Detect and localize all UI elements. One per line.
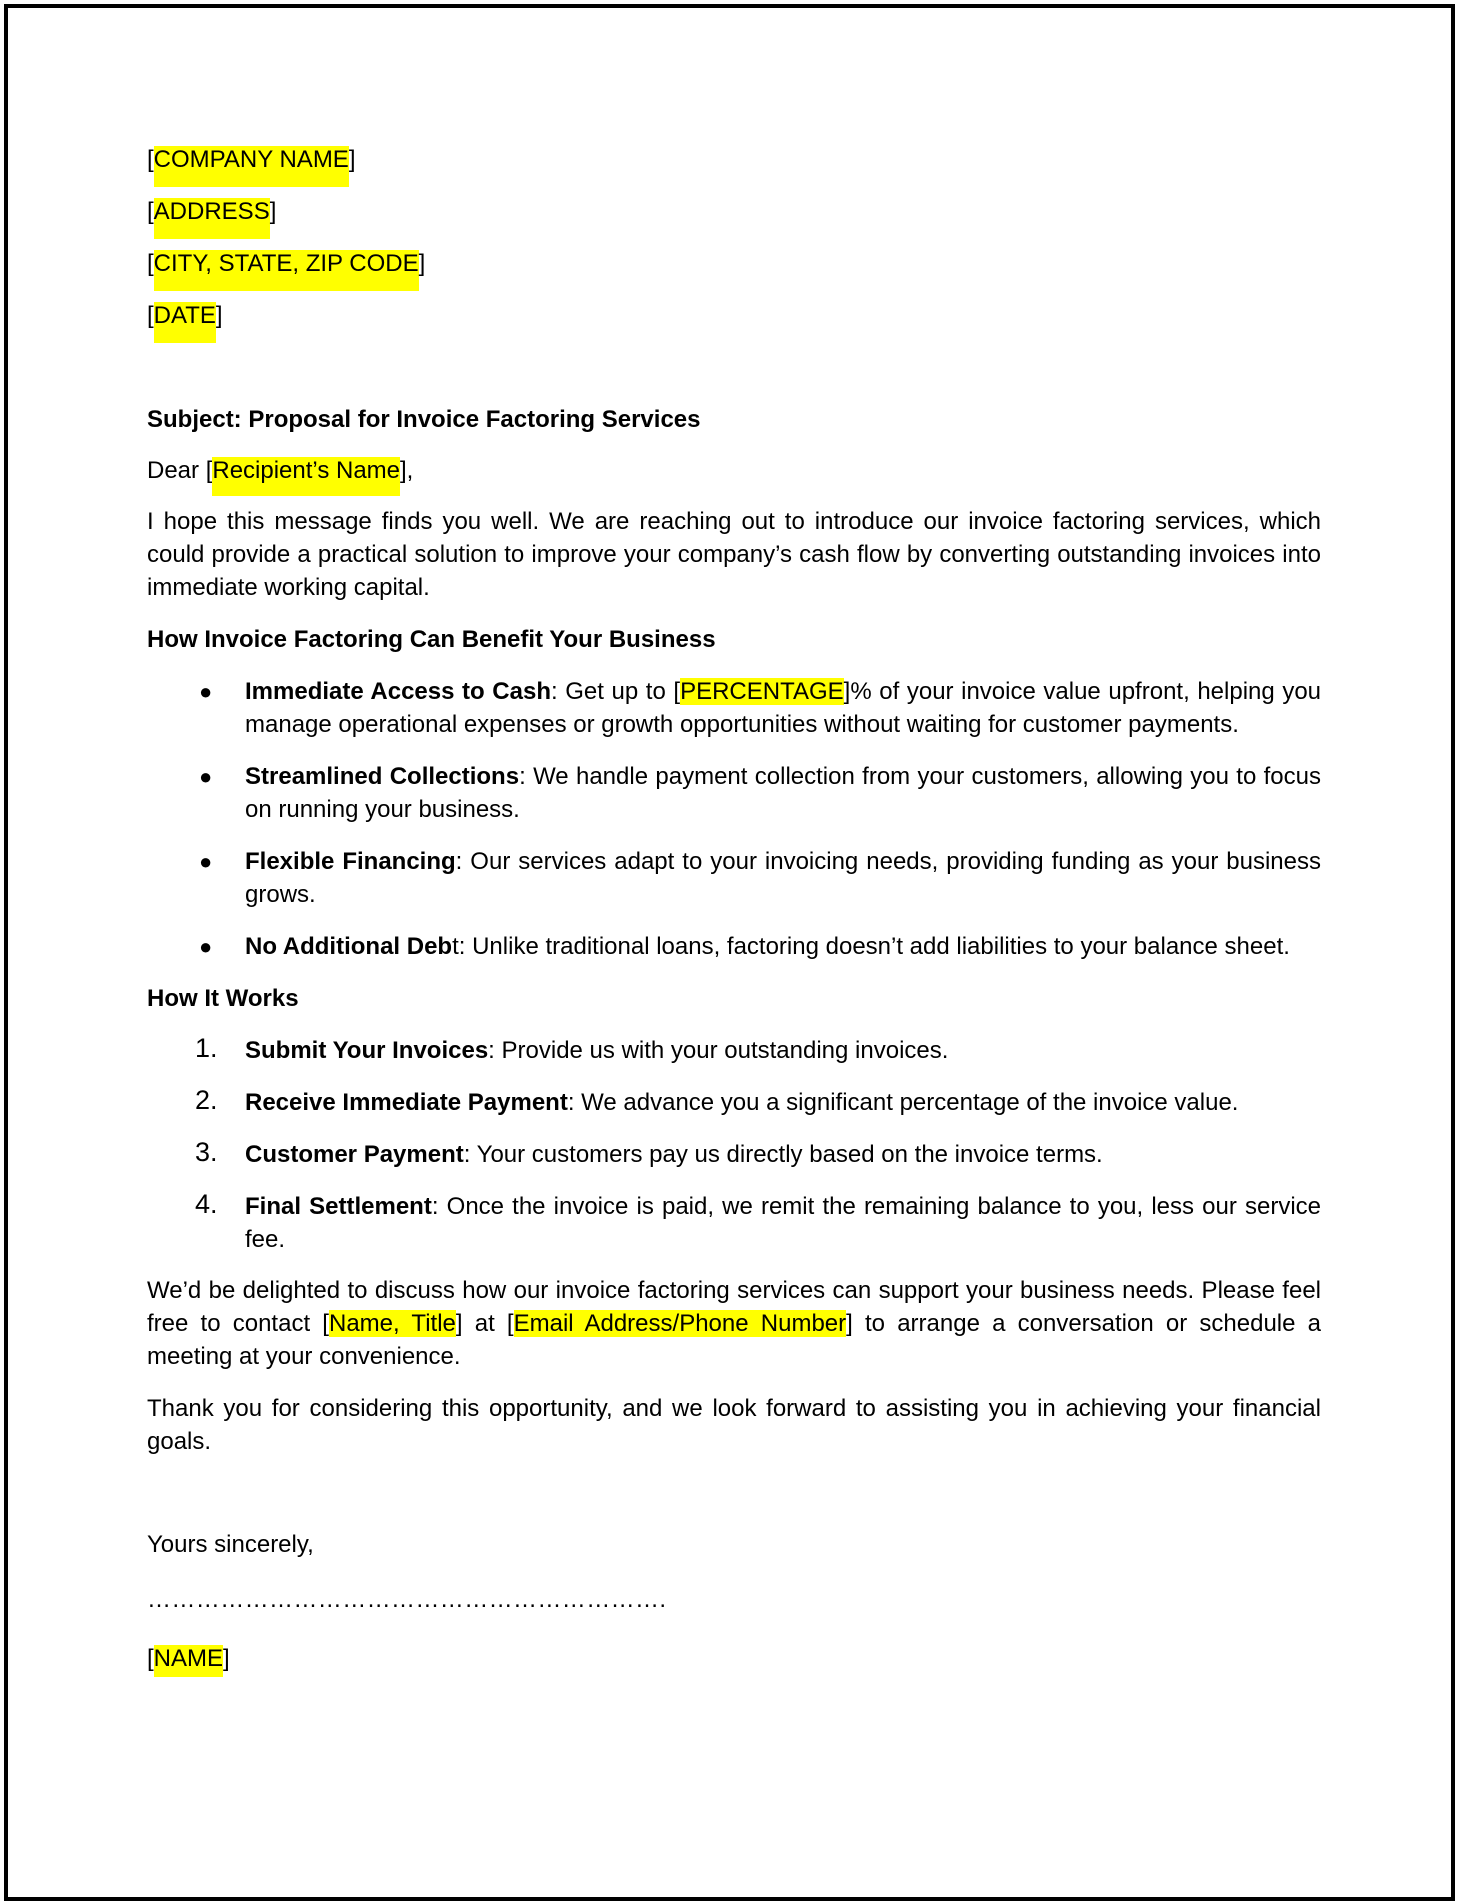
contact-paragraph bbox=[147, 1274, 1321, 1373]
step-title: Submit Your Invoices bbox=[245, 1037, 489, 1064]
subject-text: Subject: Proposal for Invoice Factoring Services bbox=[147, 406, 701, 433]
step-number: 4. bbox=[195, 1189, 218, 1219]
company-name-line: [COMPANY NAME] bbox=[147, 143, 1321, 195]
greeting-prefix: Dear [ bbox=[147, 457, 213, 484]
benefit-text: : We handle payment collection from your customers, allowing you to focus on running your business. bbox=[245, 763, 1321, 823]
signer-placeholder: NAME bbox=[154, 1645, 223, 1677]
address-placeholder: ADDRESS bbox=[154, 198, 270, 239]
step-text: : Once the invoice is paid, we remit the remaining balance to you, less our service fee. bbox=[245, 1193, 1321, 1253]
benefit-title: No Additional Deb bbox=[245, 933, 453, 960]
date-line: [DATE] bbox=[147, 299, 1321, 351]
letter-body bbox=[147, 143, 1321, 1675]
step-text: : Your customers pay us directly based on the invoice terms. bbox=[463, 1141, 1103, 1168]
list-item bbox=[147, 1086, 1321, 1119]
signoff: Yours sincerely, bbox=[147, 1531, 314, 1558]
contact-text: ] at [ bbox=[455, 1310, 514, 1337]
how-it-works-heading: How It Works bbox=[147, 985, 299, 1012]
list-item bbox=[147, 1034, 1321, 1067]
list-item bbox=[147, 930, 1321, 963]
benefit-text: : Our services adapt to your invoicing needs, providing funding as your business grows. bbox=[245, 848, 1321, 908]
city-placeholder: CITY, STATE, ZIP CODE bbox=[154, 250, 419, 291]
name-title-placeholder: Name, Title bbox=[328, 1310, 456, 1337]
list-item bbox=[147, 675, 1321, 741]
benefit-text: ]% of your invoice value upfront, helping you manage operational expenses or growth opportunities without waiting for customer payments. bbox=[245, 678, 1322, 738]
date-placeholder: DATE bbox=[154, 302, 216, 343]
contact-text: We’d be delighted to discuss how our invoice factoring services can support your business needs. Please feel free to contact [ bbox=[147, 1277, 1321, 1337]
recipient-placeholder: Recipient’s Name bbox=[212, 457, 400, 496]
benefit-text: : Get up to [ bbox=[550, 678, 681, 705]
benefit-text: t: Unlike traditional loans, factoring doesn’t add liabilities to your balance sheet. bbox=[452, 933, 1290, 960]
list-item bbox=[147, 1138, 1321, 1171]
bullet-icon: ● bbox=[199, 849, 213, 874]
step-title: Receive Immediate Payment bbox=[245, 1089, 568, 1116]
signature-line: ………………………………………………………. bbox=[147, 1586, 667, 1613]
steps-list bbox=[147, 1034, 1321, 1256]
bullet-icon: ● bbox=[199, 764, 213, 789]
percentage-placeholder: PERCENTAGE bbox=[680, 678, 844, 705]
bullet-icon: ● bbox=[199, 934, 213, 959]
bullet-icon: ● bbox=[199, 679, 213, 704]
signer-line: [NAME] bbox=[147, 1642, 1321, 1675]
benefit-title: Flexible Financing bbox=[245, 848, 456, 875]
greeting bbox=[147, 454, 1321, 487]
company-name-placeholder: COMPANY NAME bbox=[154, 146, 349, 187]
subject-line bbox=[147, 403, 1321, 436]
step-text: : Provide us with your outstanding invoices. bbox=[488, 1037, 949, 1064]
step-number: 3. bbox=[195, 1137, 218, 1167]
contact-text: ] to arrange a conversation or schedule a meeting at your convenience. bbox=[147, 1310, 1322, 1370]
intro-paragraph: I hope this message finds you well. We are reaching out to introduce our invoice factoring services, which could provide a practical solution to improve your company’s cash flow by converting outstanding invoices into immediate working capital. bbox=[147, 508, 1321, 601]
address-line: [ADDRESS] bbox=[147, 195, 1321, 247]
list-item bbox=[147, 1190, 1321, 1256]
step-title: Customer Payment bbox=[245, 1141, 464, 1168]
city-line: [CITY, STATE, ZIP CODE] bbox=[147, 247, 1321, 299]
thanks-paragraph: Thank you for considering this opportunity, and we look forward to assisting you in achieving your financial goals. bbox=[147, 1395, 1321, 1455]
list-item bbox=[147, 760, 1321, 826]
step-number: 2. bbox=[195, 1085, 218, 1115]
step-text: : We advance you a significant percentage of the invoice value. bbox=[567, 1089, 1239, 1116]
benefits-list bbox=[147, 675, 1321, 963]
greeting-suffix: ], bbox=[400, 457, 414, 484]
email-phone-placeholder: Email Address/Phone Number bbox=[513, 1310, 847, 1337]
benefits-heading: How Invoice Factoring Can Benefit Your Business bbox=[147, 626, 716, 653]
benefit-title: Streamlined Collections bbox=[245, 763, 520, 790]
list-item bbox=[147, 845, 1321, 911]
step-number: 1. bbox=[195, 1033, 218, 1063]
sender-block bbox=[147, 143, 1321, 351]
step-title: Final Settlement bbox=[245, 1193, 432, 1220]
benefit-title: Immediate Access to Cash bbox=[245, 678, 551, 705]
document-page bbox=[4, 4, 1455, 1901]
